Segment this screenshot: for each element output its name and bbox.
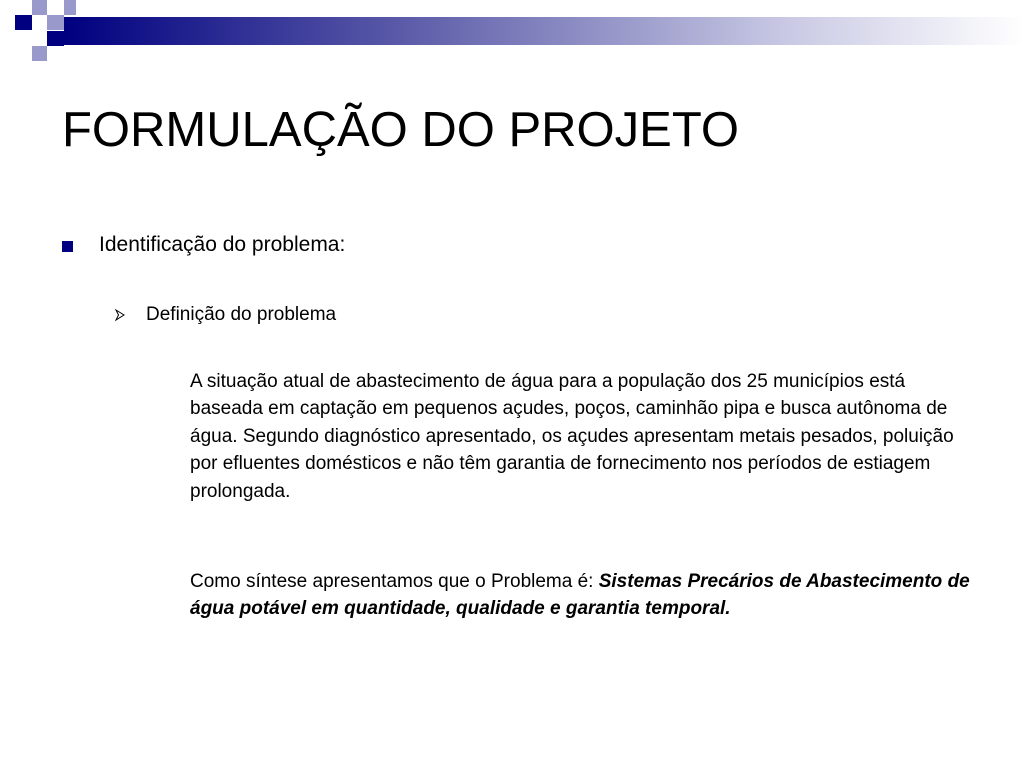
bullet-level1-text: Identificação do problema: [99,233,346,256]
decorative-square-3 [47,15,64,30]
body-paragraph-2 [190,568,980,623]
body-paragraph-1: A situação atual de abastecimento de água para a população dos 25 municípios está baseada em captação em pequenos açudes, poços, caminhão pipa e busca autônoma de água. Segundo diagnóstico apresentado, os açudes apresentam metais pesados, poluição por efluentes domésticos e não têm garantia de fornecimento nos períodos de estiagem prolongada. [190,371,954,502]
header-gradient-bar [64,17,1024,45]
arrowhead-bullet-icon [114,308,126,322]
decorative-square-4 [47,31,64,46]
bullet-level1 [62,228,345,262]
slide-title: FORMULAÇÃO DO PROJETO [62,103,740,157]
square-bullet-icon [62,241,73,252]
decorative-square-1 [15,15,32,30]
decorative-square-6 [64,0,76,15]
bullet-level2-text: Definição do problema [146,304,337,325]
bullet-level2 [114,301,336,329]
paragraph-2-lead: Como síntese apresentamos que o Problema é: [190,571,599,592]
problem-statement: Sistemas Precários de Abastecimento de água potável em quantidade, qualidade e garantia temporal. [190,571,970,620]
decorative-square-5 [32,46,47,61]
decorative-square-2 [32,0,47,15]
